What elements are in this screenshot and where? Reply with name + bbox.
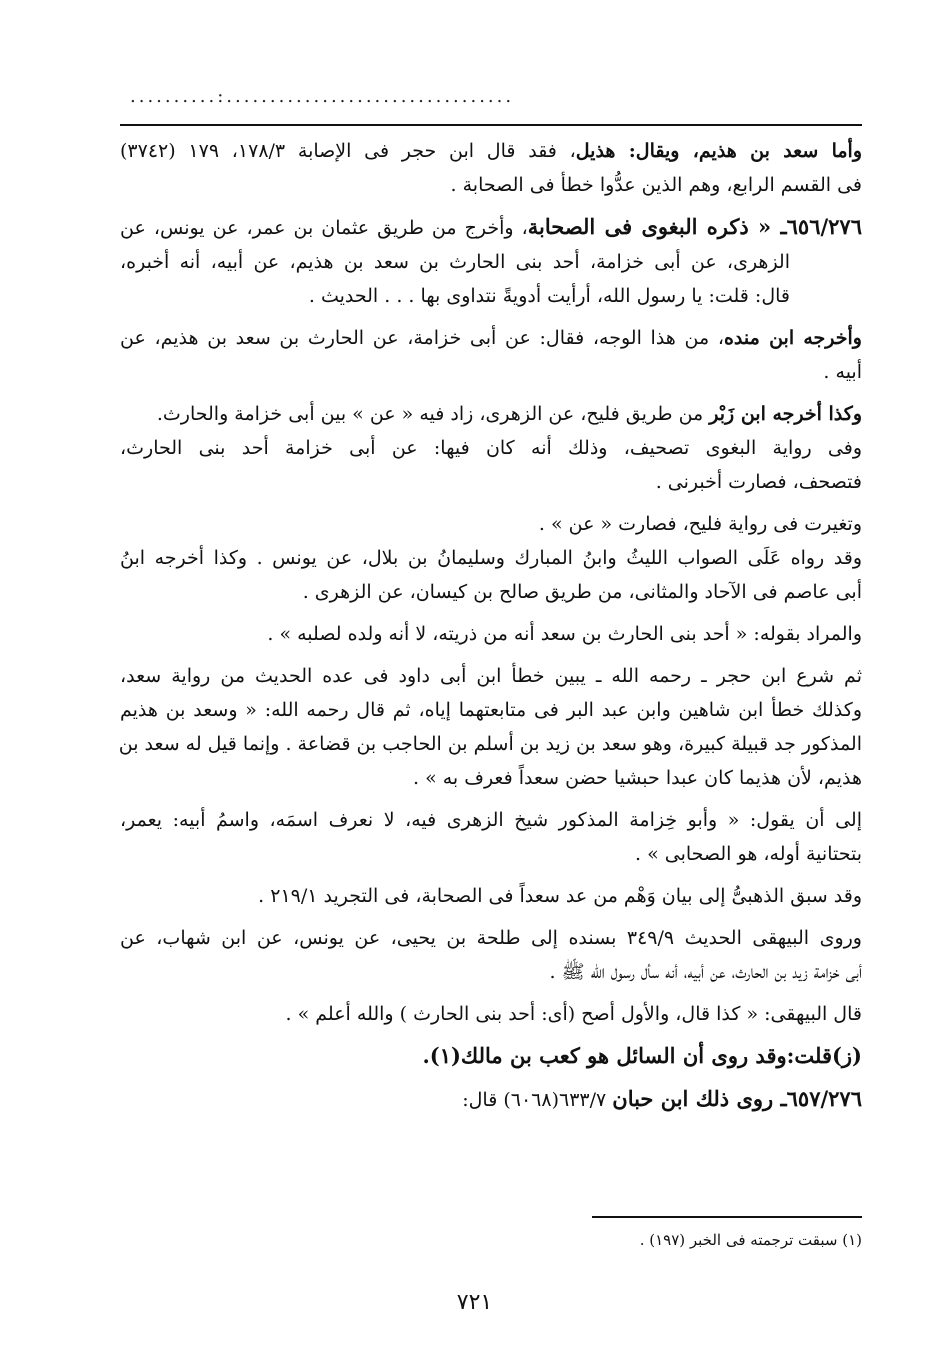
header-dots: ..........:................................. bbox=[130, 86, 515, 107]
paragraph-gap bbox=[120, 651, 862, 659]
paragraph-gap bbox=[120, 1074, 862, 1082]
main-text bbox=[120, 134, 862, 1117]
text-line bbox=[120, 431, 862, 465]
bold-text: ٦٥٦/٢٧٦ـ « ذكره البغوى فى الصحابة bbox=[527, 214, 862, 239]
text-run: أبيه . bbox=[823, 361, 862, 383]
paragraph-gap bbox=[120, 871, 862, 879]
text-line bbox=[120, 921, 862, 955]
text-line bbox=[120, 1082, 862, 1117]
text-line bbox=[120, 1039, 862, 1074]
text-run: ، من هذا الوجه، فقال: عن أبى خزامة، عن الحارث بن سعد بن هذيم، عن bbox=[120, 327, 724, 349]
text-line bbox=[120, 659, 862, 693]
text-line bbox=[120, 997, 862, 1031]
text-line bbox=[120, 693, 862, 727]
text-run: هذيم، لأن هذيما كان عبدا حبشيا حضن سعداً فعرف به » . bbox=[413, 767, 862, 789]
text-line bbox=[120, 617, 862, 651]
paragraph-gap bbox=[120, 795, 862, 803]
text-line bbox=[120, 507, 862, 541]
bold-text: (ز)قلت:وقد روى أن السائل هو كعب بن مالك(١). bbox=[422, 1043, 862, 1068]
text-run: ، وأخرج من طريق عثمان بن عمر، عن يونس، عن bbox=[120, 217, 528, 239]
text-line bbox=[120, 168, 862, 202]
text-line bbox=[120, 210, 862, 245]
text-line bbox=[120, 803, 862, 837]
text-run: قال: قلت: يا رسول الله، أرأيت أدويةً نتداوى بها . . . الحديث . bbox=[308, 285, 790, 307]
text-run: والمراد بقوله: « أحد بنى الحارث بن سعد أنه من ذريته، لا أنه ولده لصلبه » . bbox=[267, 623, 862, 645]
text-line bbox=[120, 879, 862, 913]
text-run: وفى رواية البغوى تصحيف، وذلك أنه كان فيها: عن أبى خزامة أحد بنى الحارث، bbox=[120, 437, 862, 459]
text-run: أبى عاصم فى الآحاد والمثانى، من طريق صالح بن كيسان، عن الزهرى . bbox=[302, 581, 862, 603]
text-run: بتحتانية أوله، هو الصحابى » . bbox=[635, 843, 862, 865]
paragraph-gap bbox=[120, 389, 862, 397]
header-rule bbox=[120, 124, 862, 126]
text-line bbox=[120, 355, 862, 389]
text-line bbox=[120, 761, 862, 795]
paragraph-gap bbox=[120, 313, 862, 321]
bold-text: ٦٥٧/٢٧٦ـ روى ذلك ابن حبان bbox=[612, 1086, 862, 1111]
text-line bbox=[120, 465, 862, 499]
text-line bbox=[120, 837, 862, 871]
text-run: ٦٣٣/٧(٦٠٦٨) قال: bbox=[462, 1089, 613, 1111]
text-line bbox=[120, 245, 862, 279]
text-run: ثم شرع ابن حجر ـ رحمه الله ـ يبين خطأ ابن أبى داود فى عده الحديث من رواية سعد، bbox=[120, 665, 862, 687]
text-run: قال البيهقى: « كذا قال، والأول أصح (أى: أحد بنى الحارث ) والله أعلم » . bbox=[285, 1003, 862, 1025]
paragraph-gap bbox=[120, 202, 862, 210]
page-number: ٧٢١ bbox=[456, 1290, 493, 1315]
paragraph-gap bbox=[120, 913, 862, 921]
text-line bbox=[120, 134, 862, 168]
text-line bbox=[120, 955, 862, 989]
text-run: المذكور جد قبيلة كبيرة، وهو سعد بن زيد بن أسلم بن الحاجب بن قضاعة . وإنما قيل له سعد بن bbox=[118, 733, 862, 755]
paragraph-gap bbox=[120, 609, 862, 617]
bold-text: وأخرجه ابن منده bbox=[723, 327, 862, 349]
text-line bbox=[120, 397, 862, 431]
footnote-rule bbox=[592, 1216, 862, 1218]
text-line bbox=[120, 541, 862, 575]
bold-text: وأما سعد بن هذيم، ويقال: هذيل bbox=[575, 140, 862, 162]
text-run: فى القسم الرابع، وهم الذين عدُّوا خطأ فى الصحابة . bbox=[450, 174, 862, 196]
text-run: وقد رواه عَلَى الصواب الليثُ وابنُ المبارك وسليمانُ بن بلال، عن يونس . وكذا أخرجه ابنُ bbox=[120, 547, 862, 569]
paragraph-gap bbox=[120, 499, 862, 507]
text-line bbox=[120, 279, 862, 313]
text-line bbox=[120, 727, 862, 761]
text-line bbox=[120, 575, 862, 609]
text-run: من طريق فليح، عن الزهرى، زاد فيه « عن » بين أبى خزامة والحارث. bbox=[156, 403, 710, 425]
text-run: وكذلك خطأ ابن شاهين وابن عبد البر فى متابعتهما إياه، ثم قال رحمه الله: « وسعد بن هذيم bbox=[120, 699, 862, 721]
text-run: وروى البيهقى الحديث ٣٤٩/٩ بسنده إلى طلحة بن يحيى، عن يونس، عن ابن شهاب، عن bbox=[120, 927, 862, 949]
text-run: وتغيرت فى رواية فليح، فصارت « عن » . bbox=[538, 513, 862, 535]
text-run: الزهرى، عن أبى خزامة، أحد بنى الحارث بن سعد بن هذيم، عن أبيه، أنه أخبره، bbox=[120, 251, 790, 273]
text-run: أبى خزامة زيد بن الحارث، عن أبيه، أنه سأل رسول الله ﷺ . bbox=[549, 961, 862, 983]
text-run: ، فقد قال ابن حجر فى الإصابة ١٧٨/٣، ١٧٩ (٣٧٤٢) bbox=[120, 140, 576, 162]
paragraph-gap bbox=[120, 989, 862, 997]
footnote: (١) سبقت ترجمته فى الخبر (١٩٧) . bbox=[639, 1231, 862, 1249]
text-line bbox=[120, 321, 862, 355]
text-run: فتصحف، فصارت أخبرنى . bbox=[655, 471, 862, 493]
text-run: إلى أن يقول: « وأبو خِزامة المذكور شيخ الزهرى فيه، لا نعرف اسمَه، واسمُ أبيه: يعمر، bbox=[120, 809, 862, 831]
bold-text: وكذا أخرجه ابن زَبْر bbox=[709, 403, 862, 425]
paragraph-gap bbox=[120, 1031, 862, 1039]
text-run: وقد سبق الذهبىُّ إلى بيان وَهْم من عد سعداً فى الصحابة، فى التجريد ٢١٩/١ . bbox=[258, 885, 862, 907]
